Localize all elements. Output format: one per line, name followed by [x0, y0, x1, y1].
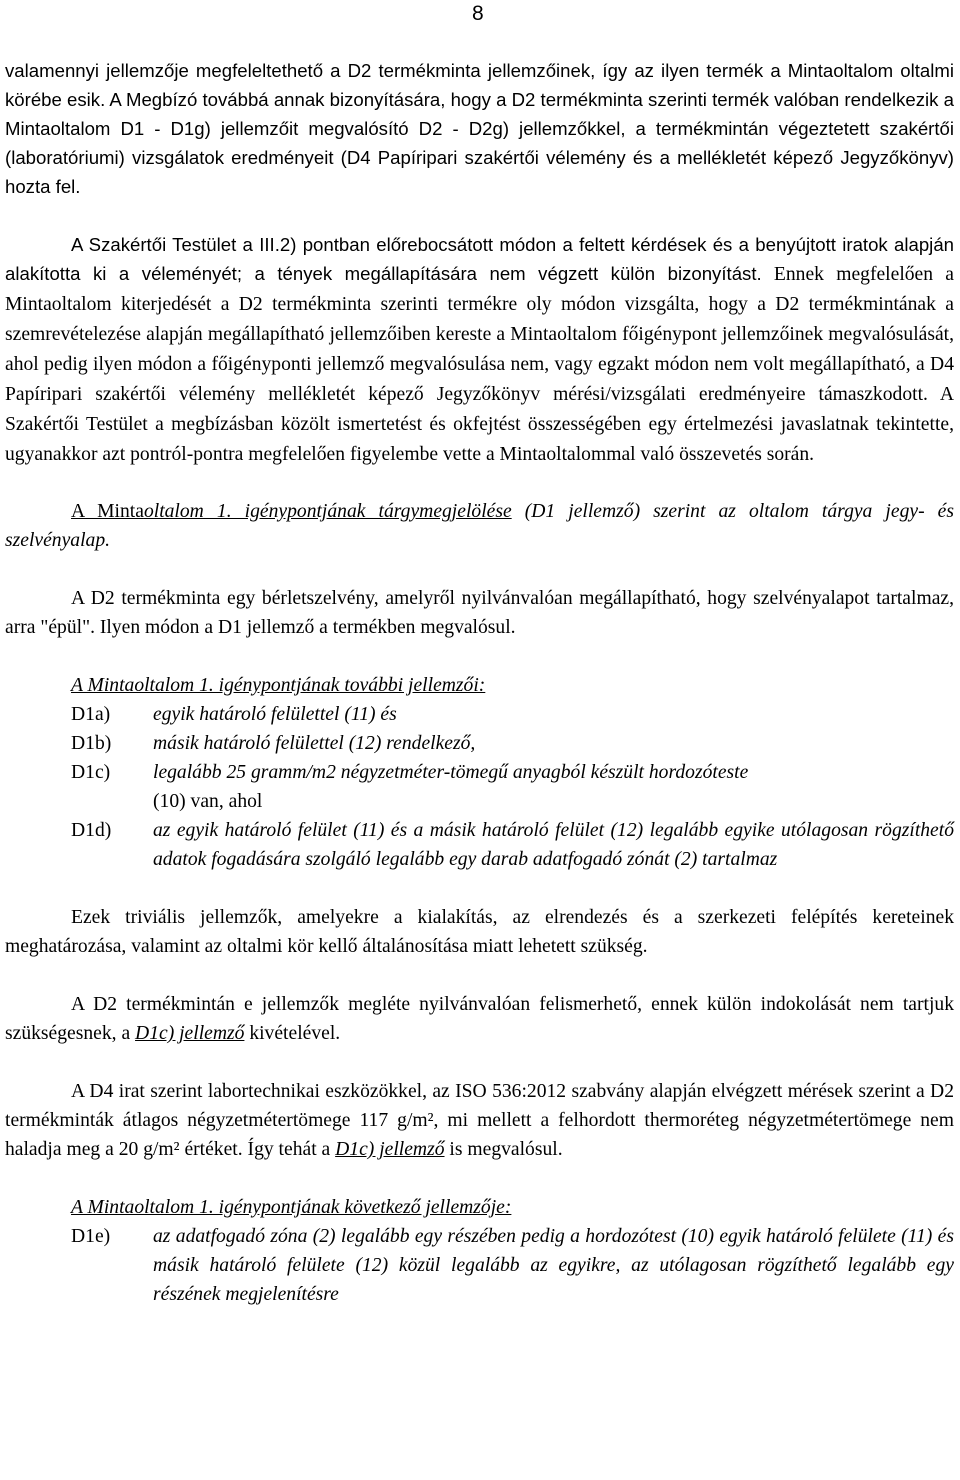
list-item-d1e — [5, 1222, 954, 1309]
feature-ref-d1c-2: D1c) jellemző — [335, 1139, 445, 1160]
heading-claim-subject-b: oltalom 1. igénypontjának tárgymegjelölése — [143, 501, 512, 522]
paragraph-d4-measurement-a: A D4 irat szerint labortechnikai eszközökkel, az ISO 536:2012 szabvány alapján elvégzett mérések szerint a D2 termékminták átlagos négyzetmétertömege 117 g/m², mi mellett a felhordott thermoréteg négyzetmétertömege nem haladja meg a 20 g/m² értéket. Így tehát a — [5, 1081, 954, 1160]
list-text: egyik határoló felülettel (11) és — [153, 704, 397, 725]
paragraph-d2-features — [5, 990, 954, 1048]
list-label: D1c) — [71, 762, 111, 783]
heading-further-features: A Mintaoltalom 1. igénypontjának további jellemzői: — [71, 675, 486, 696]
feature-ref-d1c: D1c) jellemző — [135, 1023, 245, 1044]
list-text: az adatfogadó zóna (2) legalább egy részében pedig a hordozótest (10) egyik határoló felülete (11) és másik határoló felülete (12) közül legalább az egyikre, az utólagosan rögzíthető legalább egy részének megjelenítésre — [153, 1226, 954, 1305]
paragraph-expert-board-serif: Ennek megfelelően a Mintaoltalom kiterjedését a D2 termékminta szerinti termékre oly módon vizsgálta, hogy a D2 termékmintának a szemrevételezése alapján megállapítható jellemzőiben kereste a Mintaoltalom főigénypont jellemzőinek megvalósulását, ahol pedig ilyen módon a főigényponti jellemző megvalósulása nem, vagy egzakt módon nem volt megállapítható, a D4 Papíripari szakértői vélemény mellékletét képező Jegyzőkönyv mérési/vizsgálati eredményeire támaszkodott. A Szakértői Testület a megbízásban közölt ismertetést és okfejtést összességében egy értelmezési javaslatnak tekintette, ugyanakkor azt pontról-pontra megfelelően figyelembe vette a Mintaoltalommal való összevetés során. — [5, 264, 954, 465]
list-item-d1d — [5, 816, 954, 874]
heading-next-feature: A Mintaoltalom 1. igénypontjának következő jellemzője: — [71, 1197, 512, 1218]
paragraph-d2-features-c: kivételével. — [244, 1023, 341, 1044]
paragraph-trivial-features: Ezek triviális jellemzők, amelyekre a kialakítás, az elrendezés és a szerkezeti felépítés kereteinek meghatározása, valamint az oltalmi kör kellő általánosítása miatt lehetett szükség. — [5, 907, 954, 957]
list-label: D1e) — [71, 1226, 111, 1247]
page-number: 8 — [472, 2, 484, 25]
list-item-d1a — [5, 700, 954, 729]
list-label: D1a) — [71, 704, 111, 725]
list-item-d1b — [5, 729, 954, 758]
heading-claim-subject-c: (D1 jellemző) szerint az oltalom tárgya jegy- és szelvényalap. — [5, 501, 954, 551]
list-label: D1d) — [71, 820, 112, 841]
list-label: D1b) — [71, 733, 112, 754]
paragraph-d4-measurement-c: is megvalósul. — [444, 1139, 563, 1160]
document-body — [5, 0, 954, 1309]
paragraph-intro: valamennyi jellemzője megfeleltethető a D2 termékminta jellemzőinek, így az ilyen termék a Mintaoltalom oltalmi körébe esik. A Megbízó továbbá annak bizonyítására, hogy a D2 termékminta szerinti termék valóban rendelkezik a Mintaoltalom D1 - D1g) jellemzőit megvalósító D2 - D2g) jellemzőkkel, a termékmintán végeztetett szakértői (laboratóriumi) vizsgálatok eredményeit (D4 Papíripari szakértői vélemény és a mellékletét képező Jegyzőkönyv) hozta fel. — [5, 60, 954, 197]
list-text-plain: (10) van, ahol — [153, 791, 263, 812]
paragraph-d4-measurement — [5, 1077, 954, 1164]
paragraph-d2-sample: A D2 termékminta egy bérletszelvény, amelyről nyilvánvalóan megállapítható, hogy szelvényalapot tartalmaz, arra "épül". Ilyen módon a D1 jellemző a termékben megvalósul. — [5, 588, 954, 638]
list-text: az egyik határoló felület (11) és a másik határoló felület (12) legalább egyike utólagosan rögzíthető adatok fogadására szolgáló legalább egy darab adatfogadó zónát (2) tartalmaz — [153, 820, 954, 870]
list-text: legalább 25 gramm/m2 négyzetméter-tömegű anyagból készült hordozóteste — [153, 762, 749, 783]
list-text: másik határoló felülettel (12) rendelkező, — [153, 733, 476, 754]
next-features-list — [5, 1222, 954, 1309]
heading-claim-subject-a: A Minta — [71, 501, 144, 522]
paragraph-expert-board-sans: A Szakértői Testület a III.2) pontban előrebocsátott módon a feltett kérdések és a benyújtott iratok alapján alakította ki a véleményét; a tények megállapítására nem végzett külön bizonyítást. — [5, 234, 954, 284]
list-item-d1c — [5, 758, 954, 816]
paragraph-d2-features-a: A D2 termékmintán e jellemzők megléte nyilvánvalóan felismerhető, ennek külön indokolását nem tartjuk szükségesnek, a — [5, 994, 954, 1044]
features-list — [5, 700, 954, 874]
heading-claim-subject — [5, 497, 954, 555]
paragraph-expert-board — [5, 230, 954, 469]
